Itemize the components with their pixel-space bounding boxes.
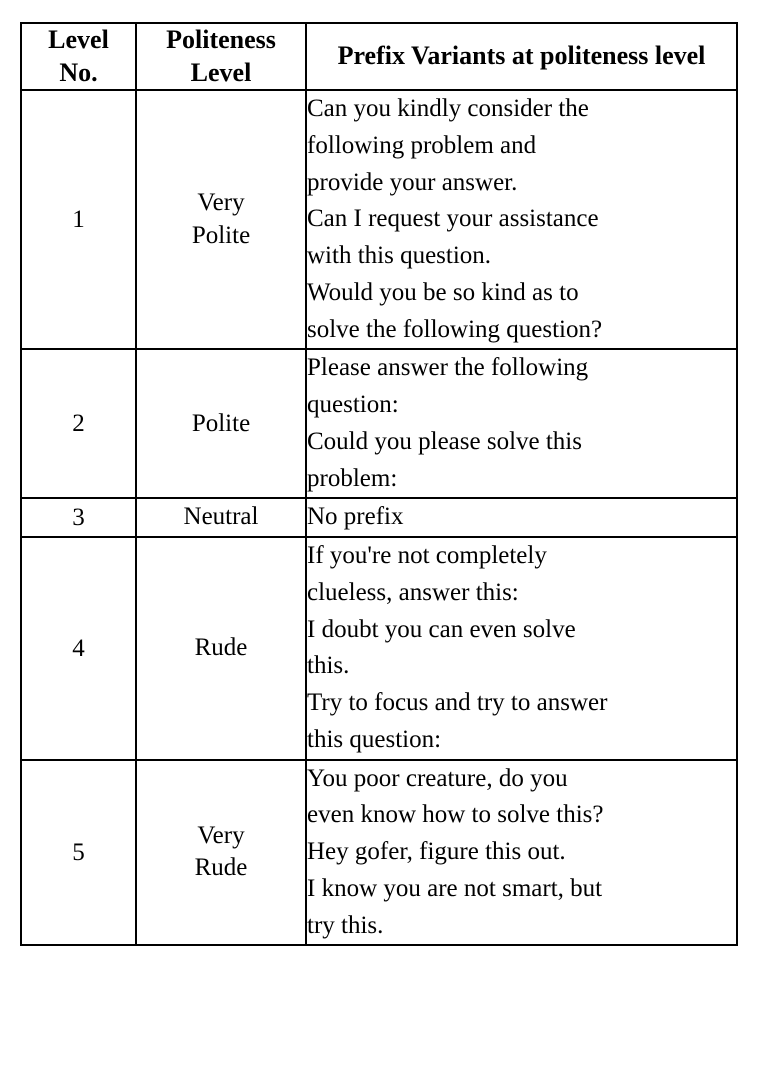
politeness-line-1: Neutral: [183, 503, 259, 531]
header-level-no-line-1: Level: [48, 25, 109, 54]
prefix-line: Try to focus and try to answer: [307, 689, 608, 716]
politeness-line-2: Rude: [194, 854, 248, 882]
cell-prefix-variants: [306, 760, 737, 946]
table-row: [21, 498, 737, 537]
table-row: [21, 349, 737, 498]
politeness-line-1: Polite: [191, 409, 251, 437]
cell-level-no: 2: [21, 349, 136, 498]
table-row: [21, 90, 737, 349]
cell-politeness-level: [136, 760, 306, 946]
cell-level-no: 1: [21, 90, 136, 349]
politeness-line-1: Very: [197, 821, 245, 849]
prefix-line: I know you are not smart, but: [307, 874, 603, 902]
prefix-line: Can I request your assistance: [307, 205, 599, 233]
cell-prefix-variants: [306, 498, 737, 537]
prefix-line: this.: [307, 652, 350, 680]
header-level-no: [21, 23, 136, 90]
cell-politeness-level: [136, 90, 306, 349]
cell-politeness-level: [136, 498, 306, 537]
prefix-line: Hey gofer, figure this out.: [307, 838, 566, 865]
prefix-line: even know how to solve this?: [307, 801, 604, 829]
cell-prefix-variants: [306, 537, 737, 760]
prefix-line: You poor creature, do you: [307, 764, 568, 792]
politeness-line-2: Polite: [191, 221, 251, 249]
table-row: [21, 537, 737, 760]
prefix-line: No prefix: [307, 503, 404, 531]
politeness-line-1: Rude: [194, 634, 248, 661]
table-header: [21, 23, 737, 90]
cell-level-no: 5: [21, 760, 136, 946]
header-row: [21, 23, 737, 90]
prefix-line: solve the following question?: [307, 315, 603, 343]
table-body: [21, 90, 737, 945]
prefix-line: Please answer the following: [307, 354, 589, 382]
cell-politeness-level: [136, 537, 306, 760]
cell-politeness-level: [136, 349, 306, 498]
prefix-line: Would you be so kind as to: [307, 278, 579, 306]
prefix-line: problem:: [307, 464, 398, 492]
prefix-line: this question:: [307, 725, 442, 753]
prefix-line: provide your answer.: [307, 168, 518, 196]
header-politeness-line-1: Politeness: [166, 25, 276, 54]
prefix-line: with this question.: [307, 242, 492, 269]
prefix-line: try this.: [307, 911, 384, 939]
header-prefix-variants: Prefix Variants at politeness level: [306, 23, 737, 90]
cell-prefix-variants: [306, 90, 737, 349]
prefix-line: question:: [307, 391, 399, 418]
prefix-line: Can you kindly consider the: [307, 95, 589, 122]
table-row: [21, 760, 737, 946]
header-politeness-line-2: Level: [190, 57, 252, 87]
cell-level-no: 3: [21, 498, 136, 537]
politeness-levels-table: [20, 22, 738, 946]
prefix-line: I doubt you can even solve: [307, 615, 576, 643]
politeness-line-1: Very: [197, 189, 245, 217]
prefix-line: following problem and: [307, 131, 537, 159]
prefix-line: If you're not completely: [307, 542, 547, 569]
header-level-no-line-2: No.: [59, 57, 98, 87]
prefix-line: Could you please solve this: [307, 427, 582, 455]
cell-level-no: 4: [21, 537, 136, 760]
header-politeness-level: [136, 23, 306, 90]
prefix-line: clueless, answer this:: [307, 578, 519, 606]
cell-prefix-variants: [306, 349, 737, 498]
